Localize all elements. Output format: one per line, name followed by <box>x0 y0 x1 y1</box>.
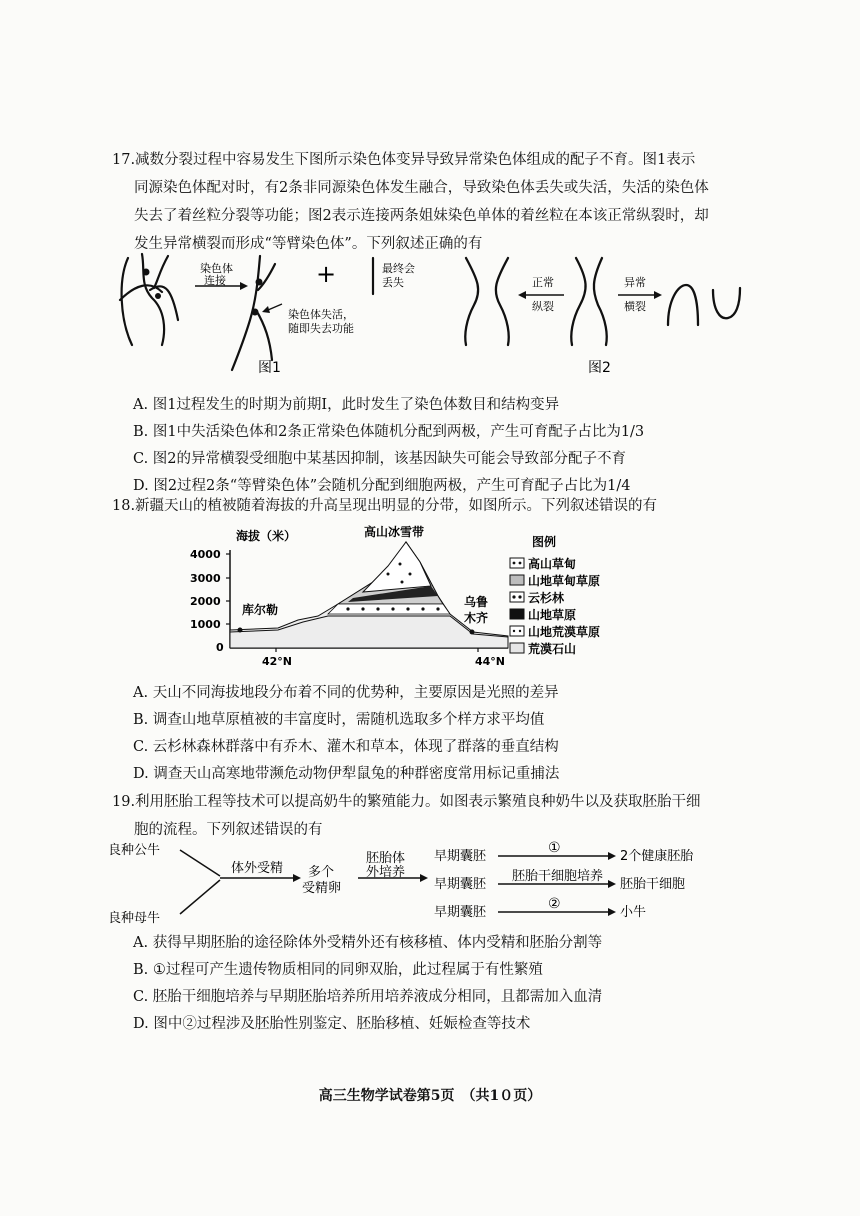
q17-option-b[interactable]: B. 图1中失活染色体和2条正常染色体随机分配到两极，产生可育配子占比为1/3 <box>133 424 645 440</box>
q17-figure-2 <box>458 250 758 380</box>
zygote-label: 受精卵 <box>302 881 342 896</box>
zygote-label: 多个 <box>308 865 335 880</box>
ivf-label: 体外受精 <box>231 861 284 876</box>
q17-line: 发生异常横裂而形成“等臂染色体”。下列叙述正确的有 <box>134 236 483 252</box>
x-tick: 44°N <box>475 655 506 668</box>
q18-option-a[interactable]: A. 天山不同海拔地段分布着不同的优势种，主要原因是光照的差异 <box>133 685 559 701</box>
culture-label: 胚胎体 <box>366 851 406 866</box>
place-right-label: 木齐 <box>464 611 489 625</box>
q19-option-c[interactable]: C. 胚胎干细胞培养与早期胚胎培养所用培养液成分相同，且都需加入血清 <box>133 989 603 1005</box>
y-axis-title: 海拔（米） <box>236 529 297 543</box>
fig1-arrow-label-1: 染色体 <box>200 262 233 275</box>
bull-label: 良种公牛 <box>108 843 161 858</box>
q19-line: 19.利用胚胎工程等技术可以提高奶牛的繁殖能力。如图表示繁殖良种奶牛以及获取胚胎干细 <box>112 794 701 810</box>
y-tick: 3000 <box>190 572 221 585</box>
legend-item: 云杉林 <box>528 591 565 605</box>
legend-title: 图例 <box>532 535 557 549</box>
place-right-label: 乌鲁 <box>464 595 489 609</box>
q17-line: 17.减数分裂过程中容易发生下图所示染色体变异导致异常染色体组成的配子不育。图1表示 <box>112 152 696 168</box>
fig2-normal-label-1: 正常 <box>532 276 554 289</box>
fig1-inactive-label-2: 随即失去功能 <box>288 322 354 335</box>
q18-option-d[interactable]: D. 调查天山高寒地带濒危动物伊犁鼠兔的种群密度常用标记重捕法 <box>133 766 560 782</box>
output-label: 小牛 <box>620 905 647 920</box>
place-left-label: 库尔勒 <box>242 603 279 617</box>
legend-item: 荒漠石山 <box>528 642 577 656</box>
q18-option-c[interactable]: C. 云杉林森林群落中有乔木、灌木和草本，体现了群落的垂直结构 <box>133 739 559 755</box>
q18-option-b[interactable]: B. 调查山地草原植被的丰富度时，需随机选取多个样方求平均值 <box>133 712 545 728</box>
q17-option-c[interactable]: C. 图2的异常横裂受细胞中某基因抑制，该基因缺失可能会导致部分配子不育 <box>133 451 627 467</box>
q19-line: 胞的流程。下列叙述错误的有 <box>134 822 323 838</box>
q18-vegetation-figure <box>188 524 638 669</box>
y-tick: 0 <box>216 641 224 654</box>
fig2-abnormal-label-1: 异常 <box>624 276 646 289</box>
step-1-label: ① <box>548 840 561 856</box>
output-label: 2个健康胚胎 <box>620 849 694 864</box>
fig1-lost-label-1: 最终会 <box>382 262 415 275</box>
blastocyst-label: 早期囊胚 <box>434 849 487 864</box>
q18-options <box>133 680 773 788</box>
cow-label: 良种母牛 <box>108 911 161 926</box>
legend-item: 山地荒漠草原 <box>528 625 601 639</box>
fig2-normal-label-2: 纵裂 <box>532 300 554 313</box>
blastocyst-label: 早期囊胚 <box>434 877 487 892</box>
legend-item: 山地草原 <box>528 608 577 622</box>
q17-options <box>133 392 773 500</box>
q17-line: 失去了着丝粒分裂等功能；图2表示连接两条姐妹染色单体的着丝粒在本该正常纵裂时，却 <box>134 208 709 224</box>
fig2-abnormal-label-2: 横裂 <box>624 300 646 313</box>
legend-item: 山地草甸草原 <box>528 574 601 588</box>
q19-option-b[interactable]: B. ①过程可产生遗传物质相同的同卵双胎，此过程属于有性繁殖 <box>133 962 543 978</box>
q17-line: 同源染色体配对时，有2条非同源染色体发生融合，导致染色体丢失或失活，失活的染色体 <box>134 180 709 196</box>
fig1-plus-sign: + <box>316 260 337 288</box>
step-mid-label: 胚胎干细胞培养 <box>512 869 604 884</box>
q17-option-d[interactable]: D. 图2过程2条“等臂染色体”会随机分配到细胞两极，产生可育配子占比为1/4 <box>133 478 631 494</box>
peak-label: 高山冰雪带 <box>364 525 425 539</box>
q18-stem <box>112 492 762 520</box>
q17-option-a[interactable]: A. 图1过程发生的时期为前期Ⅰ，此时发生了染色体数目和结构变异 <box>133 397 560 413</box>
fig1-caption: 图1 <box>258 360 281 376</box>
culture-label: 外培养 <box>366 865 406 880</box>
q17-stem <box>112 146 762 258</box>
q19-option-d[interactable]: D. 图中②过程涉及胚胎性别鉴定、胚胎移植、妊娠检查等技术 <box>133 1016 531 1032</box>
step-2-label: ② <box>548 896 561 912</box>
fig1-inactive-label-1: 染色体失活， <box>288 308 354 321</box>
y-tick: 2000 <box>190 595 221 608</box>
q19-options <box>133 930 773 1038</box>
q19-option-a[interactable]: A. 获得早期胚胎的途径除体外受精外还有核移植、体内受精和胚胎分割等 <box>133 935 603 951</box>
fig2-caption: 图2 <box>588 360 611 376</box>
q19-flow-diagram <box>108 836 728 931</box>
y-tick: 1000 <box>190 618 221 631</box>
page-footer: 高三生物学试卷第5页 （共1０页） <box>318 1088 542 1104</box>
q18-line: 18.新疆天山的植被随着海拔的升高呈现出明显的分带，如图所示。下列叙述错误的有 <box>112 498 658 514</box>
fig1-lost-label-2: 丢失 <box>382 276 404 289</box>
q17-figure-1 <box>110 250 440 380</box>
legend-item: 高山草甸 <box>528 557 577 571</box>
output-label: 胚胎干细胞 <box>620 877 686 892</box>
blastocyst-label: 早期囊胚 <box>434 905 487 920</box>
x-tick: 42°N <box>262 655 293 668</box>
y-tick: 4000 <box>190 548 221 561</box>
fig1-arrow-label-2: 连接 <box>204 274 226 287</box>
